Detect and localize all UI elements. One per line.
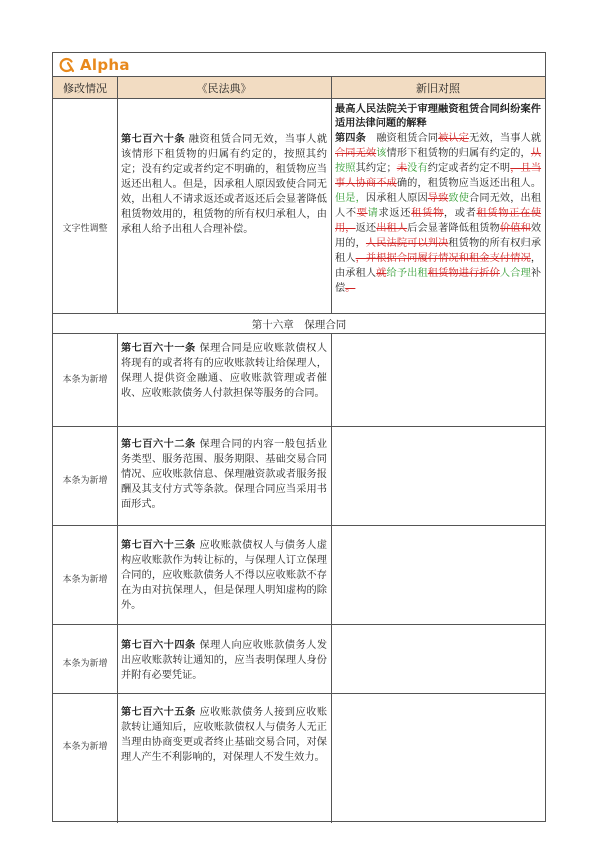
article-text: 保理合同是应收账款债权人将现有的或者将有的应收账款转让给保理人，保理人提供资金融通、应收账款管理或者催收、应收账款债务人付款担保等服务的合同。 — [121, 343, 328, 399]
row-status-label: 本条为新增 — [62, 375, 108, 385]
comparison-text — [335, 103, 541, 296]
brand-name: Alpha — [80, 55, 130, 74]
row-status-label: 本条为新增 — [62, 476, 108, 486]
civil-code-article-762 — [121, 437, 327, 512]
comparison-segment: 因承租人原因 — [365, 193, 428, 204]
comparison-segment: 融资租赁合同 — [365, 133, 439, 144]
comparison-segment: ，由承租人 — [335, 253, 542, 279]
article-number: 第七百六十条 — [121, 134, 186, 145]
comparison-segment: 求返还 — [378, 208, 412, 219]
deleted-text: 合同无效 — [335, 148, 377, 159]
article-text: 保理合同的内容一般包括业务类型、服务范围、服务期限、基础交易合同情况、应收账款信息、保理融资款或者服务报酬及其支付方式等条款。保理合同应当采用书面形式。 — [121, 439, 328, 510]
row-divider — [53, 693, 545, 694]
article-text: 应收账款债权人与债务人虚构应收账款作为转让标的，与保理人订立保理合同的，应收账款债务人不得以应收账款不存在为由对抗保理人，但是保理人明知虚构的除外。 — [121, 540, 328, 611]
comparison-segment: 补偿 — [335, 268, 542, 294]
deleted-text: 从 — [530, 148, 542, 159]
deleted-text: 就 — [376, 268, 387, 279]
header-modification: 修改情况 — [53, 77, 117, 99]
deleted-text: 被认定 — [438, 133, 469, 144]
article-number: 第七百六十一条 — [121, 343, 196, 354]
brand-bar — [53, 53, 545, 77]
civil-code-article-765 — [121, 705, 327, 765]
comparison-segment: 返还 — [355, 223, 377, 234]
deleted-text: 未 — [396, 163, 408, 174]
row-status-label: 本条为新增 — [62, 742, 108, 752]
article-number: 第七百六十三条 — [121, 540, 196, 551]
deleted-text: 人民法院可以判决 — [365, 238, 449, 249]
row-divider — [53, 313, 545, 314]
deleted-text: 。 — [345, 283, 356, 294]
deleted-text: 导致 — [427, 193, 449, 204]
deleted-text: 出租人 — [376, 223, 408, 234]
article-text: 融资租赁合同无效，当事人就该情形下租赁物的归属有约定的，按照其约定；没有约定或者约定不明确的，租赁物应当返还出租人。但是，因承租人原因致使合同无效，出租人不请求返还或者返还后会显著降低租赁物效用的，租赁物的所有权归承租人，由承租人给予出租人合理补偿。 — [121, 134, 328, 235]
comparison-segment: 效用的， — [335, 223, 542, 249]
civil-code-article-763 — [121, 538, 327, 613]
deleted-text: 租赁物进行折价 — [427, 268, 500, 279]
comparison-segment: 后会显著降低租赁物 — [407, 223, 500, 234]
article-number: 第四条 — [335, 133, 366, 144]
row-status-label: 文字性调整 — [62, 224, 108, 234]
grid-line — [117, 333, 118, 823]
deleted-text: 要 — [356, 208, 368, 219]
deleted-text: ，并根据合同履行情况和租金支付情况 — [355, 253, 531, 264]
inserted-text: 按照 — [335, 163, 356, 174]
article-number: 第七百六十四条 — [121, 640, 196, 651]
comparison-body — [335, 131, 541, 296]
deleted-text: ，且当事人协商不成 — [335, 163, 542, 189]
comparison-segment: 合同无效，出租人不 — [335, 193, 542, 219]
grid-line — [331, 77, 332, 313]
comparison-segment: 约定或者约定不明 — [427, 163, 511, 174]
civil-code-article-760 — [121, 132, 327, 237]
row-status-label: 本条为新增 — [62, 575, 108, 585]
civil-code-article-764 — [121, 638, 327, 683]
civil-code-article-761 — [121, 341, 327, 401]
comparison-segment: 情形下租赁物的归属有约定的， — [386, 148, 531, 159]
inserted-text: 人合理 — [499, 268, 531, 279]
row-divider — [53, 426, 545, 427]
comparison-segment: ，或者 — [443, 208, 477, 219]
deleted-text: 租赁物正在使用， — [335, 208, 542, 234]
header-civil-code: 《民法典》 — [117, 77, 331, 99]
inserted-text: 请 — [367, 208, 379, 219]
document-sheet — [52, 52, 546, 822]
deleted-text: 租赁物 — [411, 208, 444, 219]
inserted-text: 致使 — [448, 193, 470, 204]
row-divider — [53, 333, 545, 334]
comparison-segment: 租赁物的所有权归承租人 — [335, 238, 542, 264]
grid-line — [117, 77, 118, 313]
article-number: 第七百六十五条 — [121, 707, 196, 718]
chapter-heading: 第十六章 保理合同 — [251, 319, 347, 331]
row-divider — [53, 624, 545, 625]
article-text: 应收账款债务人接到应收账款转让通知后，应收账款债权人与债务人无正当理由协商变更或者终止基础交易合同，对保理人产生不利影响的，对保理人不发生效力。 — [121, 707, 328, 763]
grid-line — [331, 333, 332, 823]
article-text: 保理人向应收账款债务人发出应收账款转让通知的，应当表明保理人身份并附有必要凭证。 — [121, 640, 328, 681]
header-comparison: 新旧对照 — [331, 77, 545, 99]
comparison-segment: 确的，租赁物应当返还出租人。 — [396, 178, 542, 189]
inserted-text: 该 — [376, 148, 387, 159]
article-number: 第七百六十二条 — [121, 439, 196, 450]
judicial-interpretation-title: 最高人民法院关于审理融资租赁合同纠纷案件适用法律问题的解释 — [335, 104, 541, 129]
inserted-text: 但是， — [335, 193, 366, 204]
row-status-label: 本条为新增 — [62, 659, 108, 669]
comparison-segment: 无效，当事人就 — [468, 133, 542, 144]
alpha-logo-icon — [59, 57, 75, 73]
inserted-text: 没有 — [407, 163, 428, 174]
deleted-text: 价值和 — [499, 223, 531, 234]
row-divider — [53, 525, 545, 526]
comparison-segment: 其约定； — [355, 163, 397, 174]
inserted-text: 给予出租 — [386, 268, 428, 279]
